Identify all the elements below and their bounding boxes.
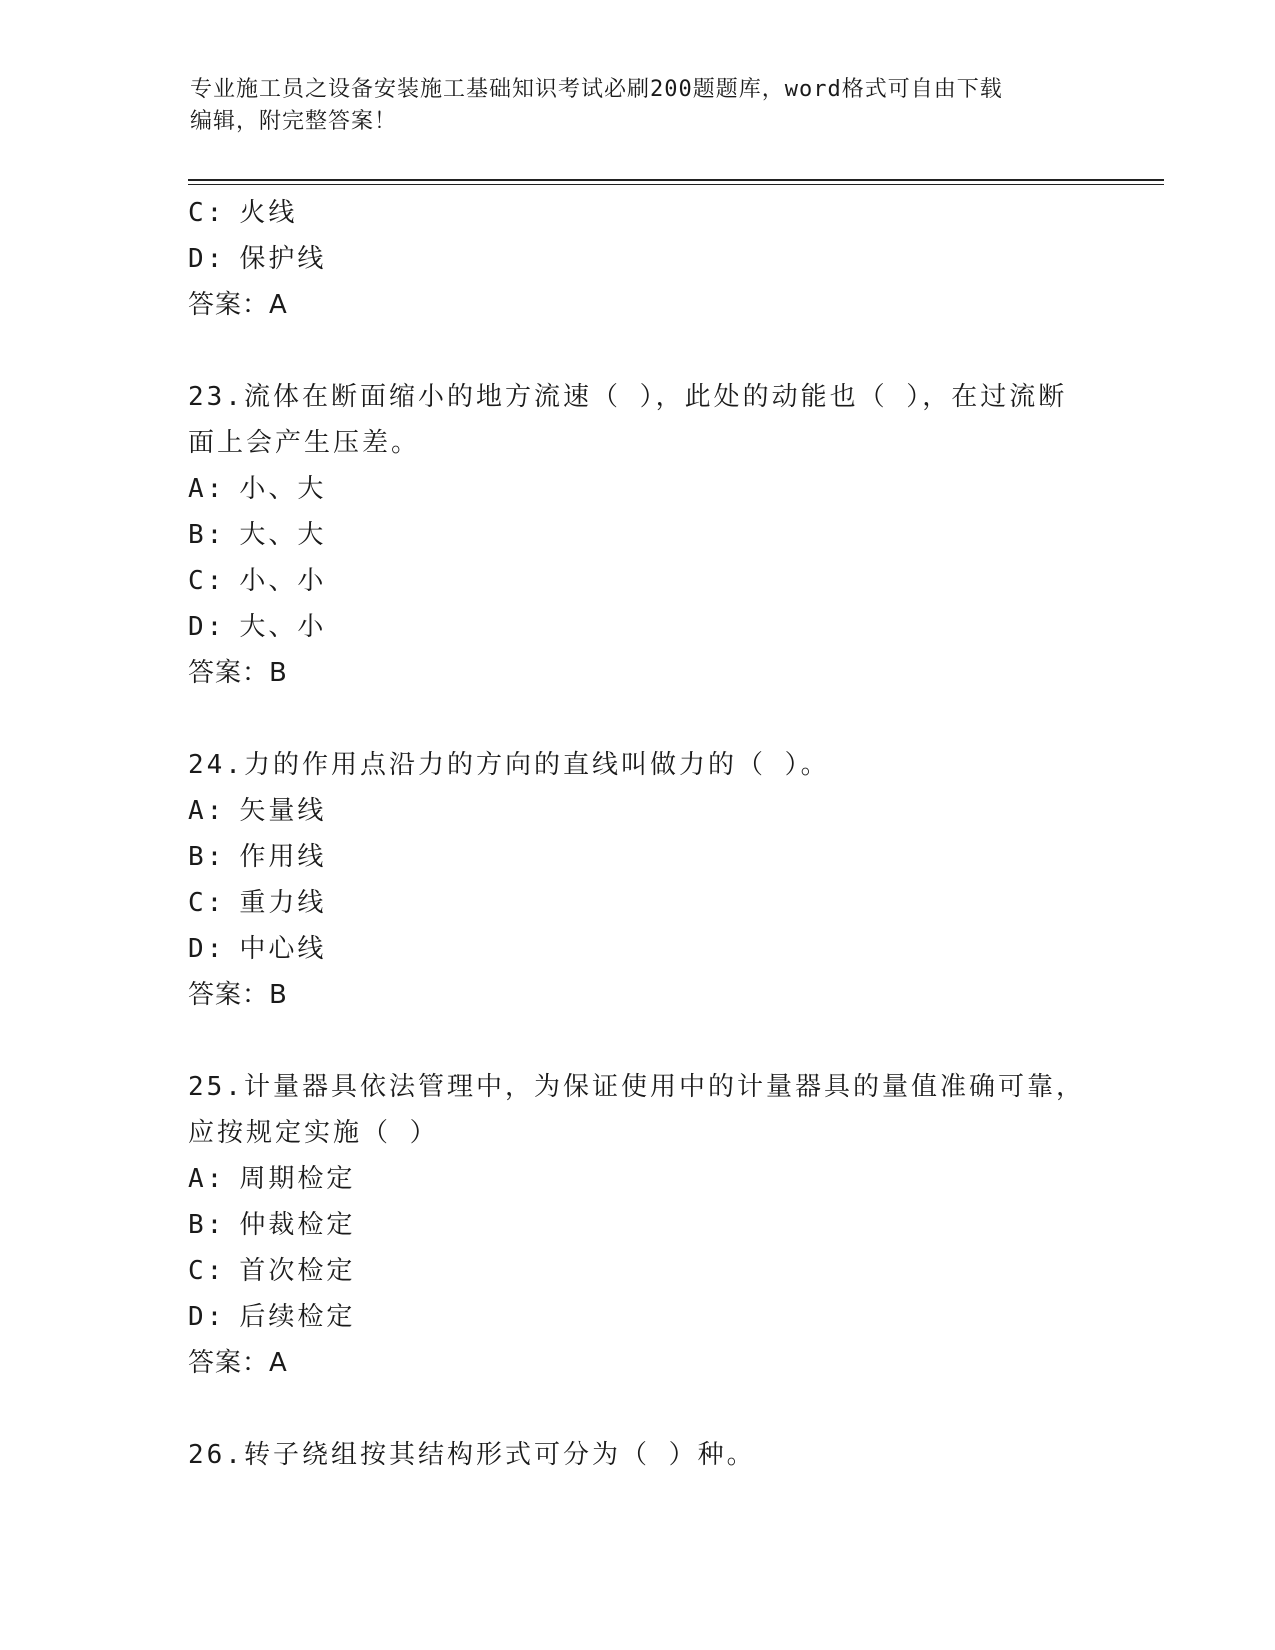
option-letter: C: <box>188 1256 226 1286</box>
question-stem: 25.计量器具依法管理中，为保证使用中的计量器具的量值准确可靠， <box>188 1072 1085 1102</box>
header-line-2: 编辑，附完整答案！ <box>190 109 398 134</box>
option-letter: C: <box>188 198 226 228</box>
option-letter: A: <box>188 1164 226 1194</box>
option-letter: B: <box>188 842 226 872</box>
option-letter: D: <box>188 244 226 274</box>
option-letter: A: <box>188 796 226 826</box>
option-letter: A: <box>188 474 226 504</box>
option-letter: D: <box>188 934 226 964</box>
question-stem: 应按规定实施（ ） <box>188 1118 439 1148</box>
question-stem: 面上会产生压差。 <box>188 428 421 458</box>
question-stem: 24.力的作用点沿力的方向的直线叫做力的（ ）。 <box>188 750 830 780</box>
option-a <box>188 1156 1088 1202</box>
question-stem: 23.流体在断面缩小的地方流速（ ），此处的动能也（ ），在过流断 <box>188 382 1068 412</box>
option-letter: C: <box>188 566 226 596</box>
option-d <box>188 926 1088 972</box>
answer-line: 答案：B <box>188 658 288 688</box>
option-text: 小、小 <box>239 566 327 596</box>
option-c <box>188 1248 1088 1294</box>
option-b <box>188 512 1088 558</box>
header-rule-thick <box>188 179 1164 181</box>
question-stem: 26.转子绕组按其结构形式可分为（ ）种。 <box>188 1440 756 1470</box>
option-text: 火线 <box>239 198 298 228</box>
option-letter: B: <box>188 520 226 550</box>
header-rule-thin <box>188 184 1164 185</box>
option-c <box>188 558 1088 604</box>
option-letter: D: <box>188 612 226 642</box>
option-d <box>188 604 1088 650</box>
option-text: 作用线 <box>239 842 327 872</box>
answer-line: 答案：A <box>188 290 288 320</box>
option-text: 首次检定 <box>239 1256 356 1286</box>
option-text: 大、大 <box>239 520 327 550</box>
option-letter: B: <box>188 1210 226 1240</box>
option-letter: C: <box>188 888 226 918</box>
option-text: 大、小 <box>239 612 327 642</box>
answer-line: 答案：B <box>188 980 288 1010</box>
option-text: 仲裁检定 <box>239 1210 356 1240</box>
option-text: 周期检定 <box>239 1164 356 1194</box>
option-a <box>188 466 1088 512</box>
option-text: 小、大 <box>239 474 327 504</box>
answer-line: 答案：A <box>188 1348 288 1378</box>
option-b <box>188 1202 1088 1248</box>
option-text: 矢量线 <box>239 796 327 826</box>
option-c <box>188 880 1088 926</box>
option-text: 保护线 <box>239 244 327 274</box>
option-a <box>188 788 1088 834</box>
option-text: 后续检定 <box>239 1302 356 1332</box>
document-header <box>190 74 1080 138</box>
option-text: 中心线 <box>239 934 327 964</box>
option-c <box>188 190 1088 236</box>
header-line-1: 专业施工员之设备安装施工基础知识考试必刷200题题库，word格式可自由下载 <box>190 77 1003 102</box>
option-b <box>188 834 1088 880</box>
option-d <box>188 236 1088 282</box>
question-list <box>188 190 1088 1478</box>
option-text: 重力线 <box>239 888 327 918</box>
option-letter: D: <box>188 1302 226 1332</box>
option-d <box>188 1294 1088 1340</box>
